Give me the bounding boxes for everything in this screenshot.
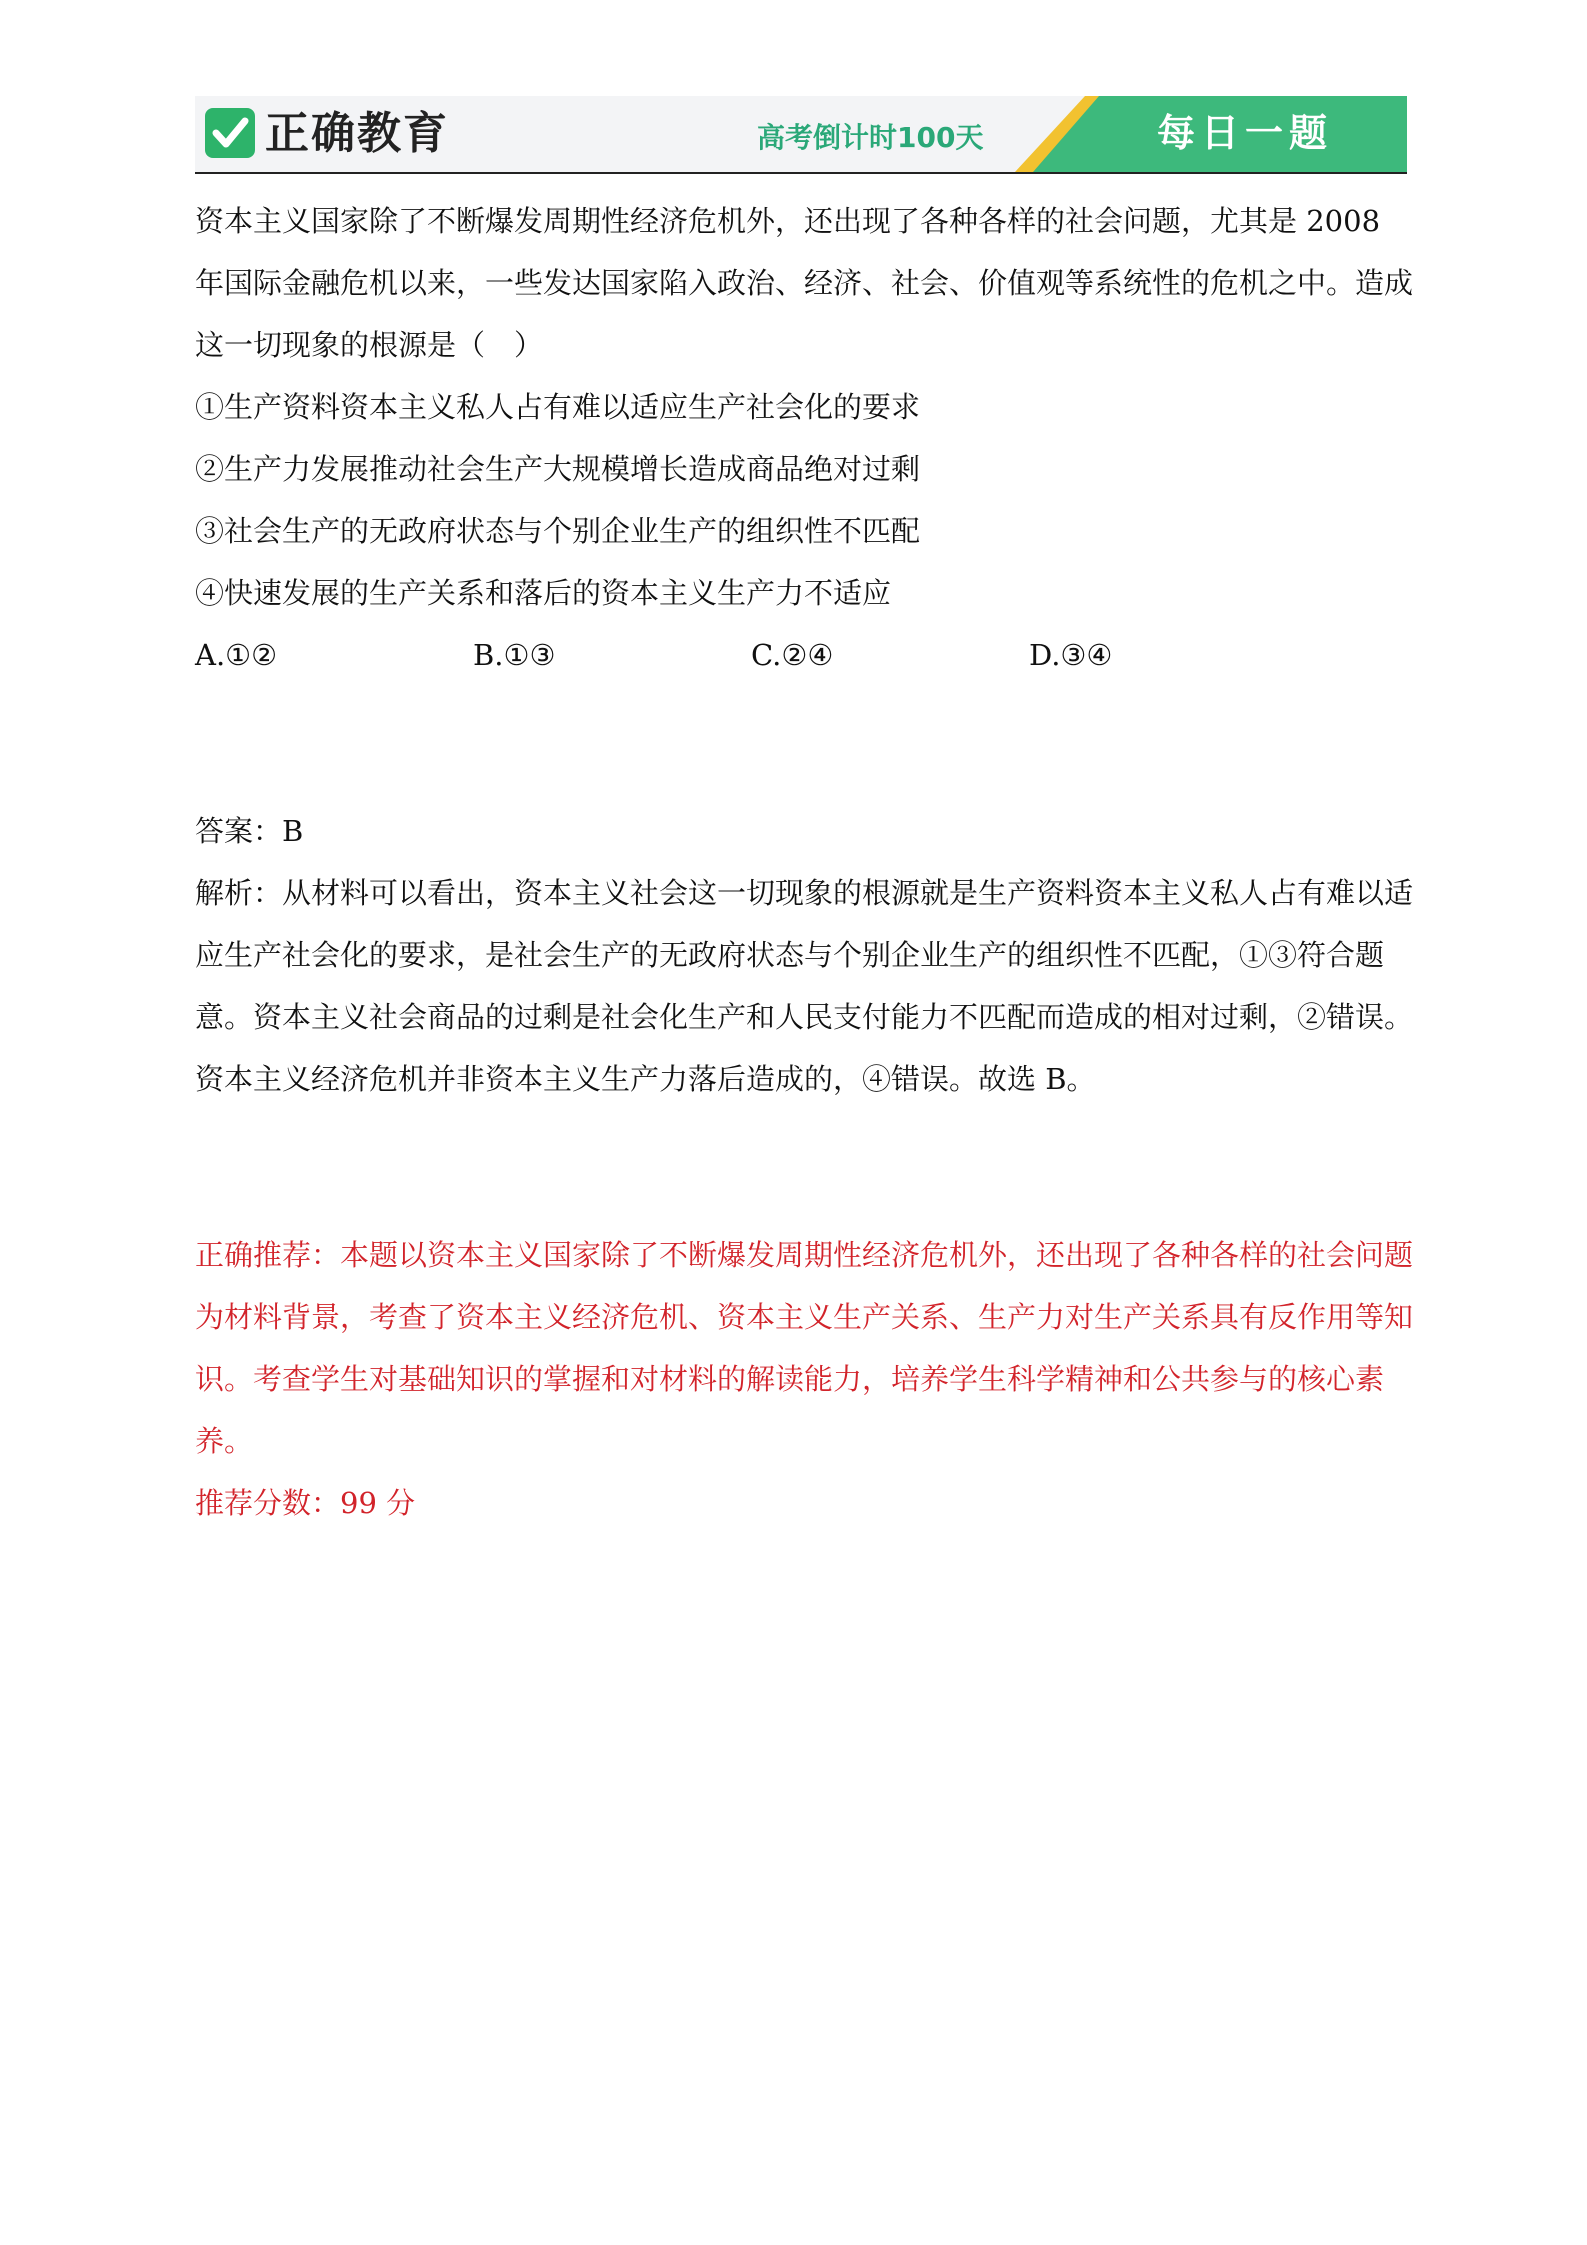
question-stem: 资本主义国家除了不断爆发周期性经济危机外，还出现了各种各样的社会问题，尤其是 2008 年国际金融危机以来，一些发达国家陷入政治、经济、社会、价值观等系统性的危机之中。造成这一切现象的根源是（ ） bbox=[195, 204, 1414, 362]
brand-name: 正确教育 bbox=[265, 108, 449, 159]
recommendation-score: 推荐分数：99 分 bbox=[195, 1486, 416, 1520]
statement-2: ②生产力发展推动社会生产大规模增长造成商品绝对过剩 bbox=[195, 452, 921, 486]
option-a: A.①② bbox=[195, 638, 278, 672]
header-divider bbox=[195, 172, 1407, 174]
option-d: D.③④ bbox=[1029, 638, 1113, 672]
recommendation-paragraph: 正确推荐：本题以资本主义国家除了不断爆发周期性经济危机外，还出现了各种各样的社会问题为材料背景，考查了资本主义经济危机、资本主义生产关系、生产力对生产关系具有反作用等知识。考查学生对基础知识的掌握和对材料的解读能力，培养学生科学精神和公共参与的核心素养。 bbox=[195, 1238, 1414, 1458]
option-c: C.②④ bbox=[751, 638, 834, 672]
statement-3: ③社会生产的无政府状态与个别企业生产的组织性不匹配 bbox=[195, 514, 921, 548]
statement-1: ①生产资料资本主义私人占有难以适应生产社会化的要求 bbox=[195, 390, 921, 424]
header-banner bbox=[195, 96, 1407, 172]
analysis-paragraph: 解析：从材料可以看出，资本主义社会这一切现象的根源就是生产资料资本主义私人占有难以适应生产社会化的要求，是社会生产的无政府状态与个别企业生产的组织性不匹配，①③符合题意。资本主义社会商品的过剩是社会化生产和人民支付能力不匹配而造成的相对过剩，②错误。资本主义经济危机并非资本主义生产力落后造成的，④错误。故选 B。 bbox=[195, 876, 1414, 1096]
option-b: B.①③ bbox=[473, 638, 556, 672]
countdown-label: 高考倒计时100天 bbox=[757, 121, 984, 154]
daily-question-label: 每日一题 bbox=[1156, 111, 1333, 155]
statement-4: ④快速发展的生产关系和落后的资本主义生产力不适应 bbox=[195, 576, 892, 610]
document-body bbox=[195, 190, 1415, 1534]
answer-options bbox=[195, 624, 1415, 686]
answer-line: 答案：B bbox=[195, 814, 304, 848]
check-mark-icon bbox=[205, 108, 255, 158]
